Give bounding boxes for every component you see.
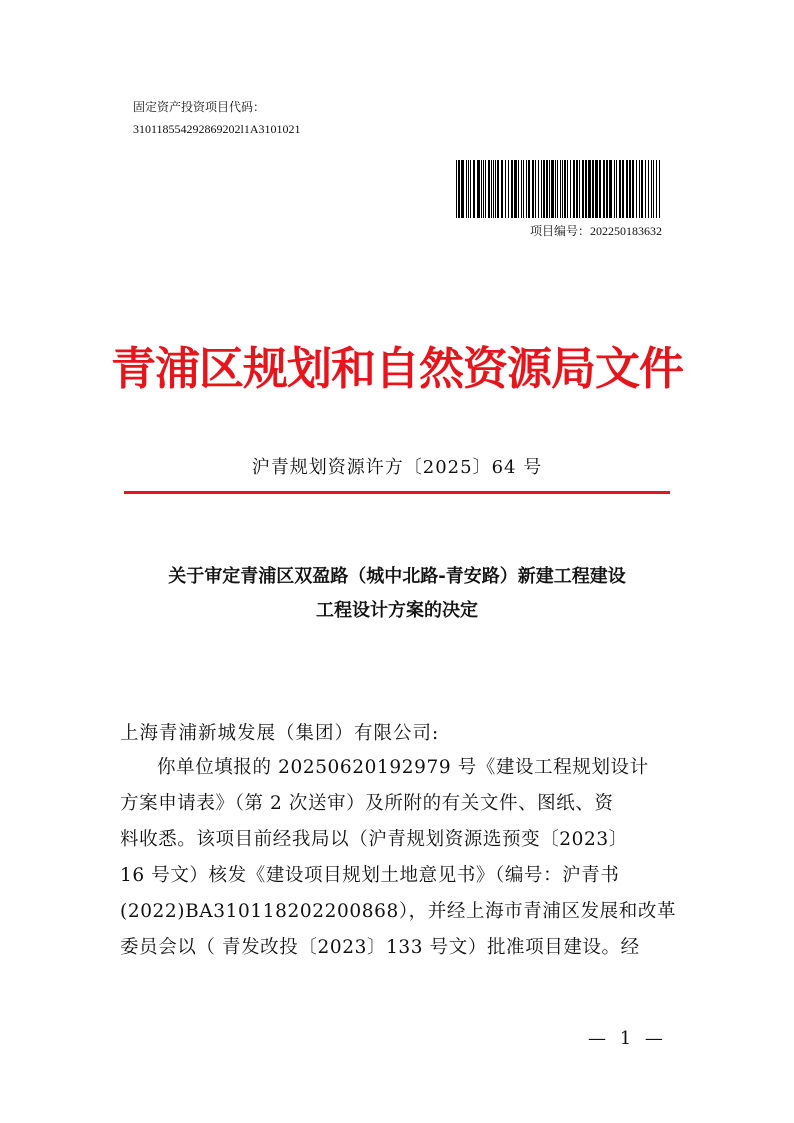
barcode-bar (564, 160, 566, 218)
subject-line-2: 工程设计方案的决定 (316, 600, 478, 621)
barcode-bar (456, 160, 457, 218)
barcode-bar (541, 160, 542, 218)
barcode-bar (477, 160, 480, 218)
barcode-bar (562, 160, 563, 218)
barcode-bar (505, 160, 506, 218)
body-line: 你单位填报的 20250620192979 号《建设工程规划设计 (157, 757, 649, 778)
barcode-bar (555, 160, 556, 218)
barcode-bar (659, 160, 660, 218)
barcode-image (455, 160, 663, 218)
barcode-bar (576, 160, 578, 218)
barcode-bar (493, 160, 494, 218)
barcode-bar (636, 160, 637, 218)
barcode-bar (595, 160, 598, 218)
barcode-bar (573, 160, 575, 218)
barcode-bar (641, 160, 643, 218)
barcode-bar (570, 160, 571, 218)
barcode-bar (567, 160, 568, 218)
barcode-bar (526, 160, 527, 218)
barcode-bar (488, 160, 490, 218)
barcode-bar (592, 160, 594, 218)
investment-code-block (133, 96, 301, 140)
barcode-bar (508, 160, 509, 218)
barcode-bar (511, 160, 513, 218)
barcode-bar (651, 160, 652, 218)
body-line: (2022)BA310118202200868），并经上海市青浦区发展和改革 (120, 901, 677, 922)
document-number: 沪青规划资源许方〔2025〕64 号 (251, 457, 543, 478)
barcode-bar (616, 160, 617, 218)
body-line: 16 号文）核发《建设项目规划土地意见书》（编号：沪青书 (120, 865, 620, 886)
barcode-bar (639, 160, 640, 218)
barcode-bar (483, 160, 484, 218)
page-number: — 1 — (588, 1028, 667, 1049)
barcode-bar (626, 160, 628, 218)
barcode-bar (532, 160, 534, 218)
barcode-bar (468, 160, 469, 218)
barcode-bar (582, 160, 584, 218)
barcode-bar (614, 160, 615, 218)
barcode-bar (521, 160, 522, 218)
barcode-bar (585, 160, 587, 218)
barcode-bar (470, 160, 471, 218)
barcode-bar (495, 160, 496, 218)
barcode-bar (497, 160, 499, 218)
document-subject (110, 560, 684, 628)
barcode-bar (557, 160, 558, 218)
barcode-bar (491, 160, 492, 218)
barcode-bar (461, 160, 464, 218)
body-line: 委员会以（ 青发改投〔2023〕133 号文）批准项目建设。经 (120, 937, 640, 958)
investment-code-value: 310118554292869202l1A3101021 (133, 122, 301, 136)
barcode-bar (485, 160, 486, 218)
barcode-bar (518, 160, 519, 218)
barcode-bar (473, 160, 475, 218)
barcode-bar (609, 160, 612, 218)
project-number: 项目编号：202250183632 (529, 224, 662, 238)
barcode-bar (629, 160, 631, 218)
barcode-bar (588, 160, 591, 218)
barcode-bar (603, 160, 605, 218)
barcode-bar (543, 160, 545, 218)
barcode-bar (606, 160, 608, 218)
barcode-bar (656, 160, 657, 218)
body-text (120, 750, 680, 966)
barcode-bar (546, 160, 548, 218)
barcode-bar (538, 160, 539, 218)
barcode-bar (579, 160, 580, 218)
barcode-bar (653, 160, 654, 218)
body-line: 料收悉。该项目前经我局以（沪青规划资源选预变〔2023〕 (120, 829, 628, 850)
barcode-bar (622, 160, 624, 218)
red-divider-line (124, 491, 670, 494)
barcode-bar (549, 160, 550, 218)
barcode-bar (466, 160, 467, 218)
barcode-bar (645, 160, 646, 218)
barcode-bar (501, 160, 503, 218)
barcode-bar (648, 160, 649, 218)
addressee: 上海青浦新城发展（集团）有限公司: (120, 723, 440, 744)
barcode-bar (514, 160, 517, 218)
barcode-bar (619, 160, 621, 218)
subject-line-1: 关于审定青浦区双盈路（城中北路-青安路）新建工程建设 (168, 566, 626, 587)
investment-code-label: 固定资产投资项目代码： (133, 100, 266, 114)
barcode-bar (458, 160, 460, 218)
barcode-bar (535, 160, 536, 218)
barcode-bar (560, 160, 561, 218)
barcode-bar (551, 160, 554, 218)
document-title: 青浦区规划和自然资源局文件 (110, 342, 683, 395)
barcode-bar (599, 160, 601, 218)
body-line: 方案申请表》（第 2 次送审）及所附的有关文件、图纸、资 (120, 793, 614, 814)
barcode-bar (481, 160, 482, 218)
barcode-bar (528, 160, 530, 218)
barcode-bar (523, 160, 524, 218)
barcode-bar (632, 160, 634, 218)
